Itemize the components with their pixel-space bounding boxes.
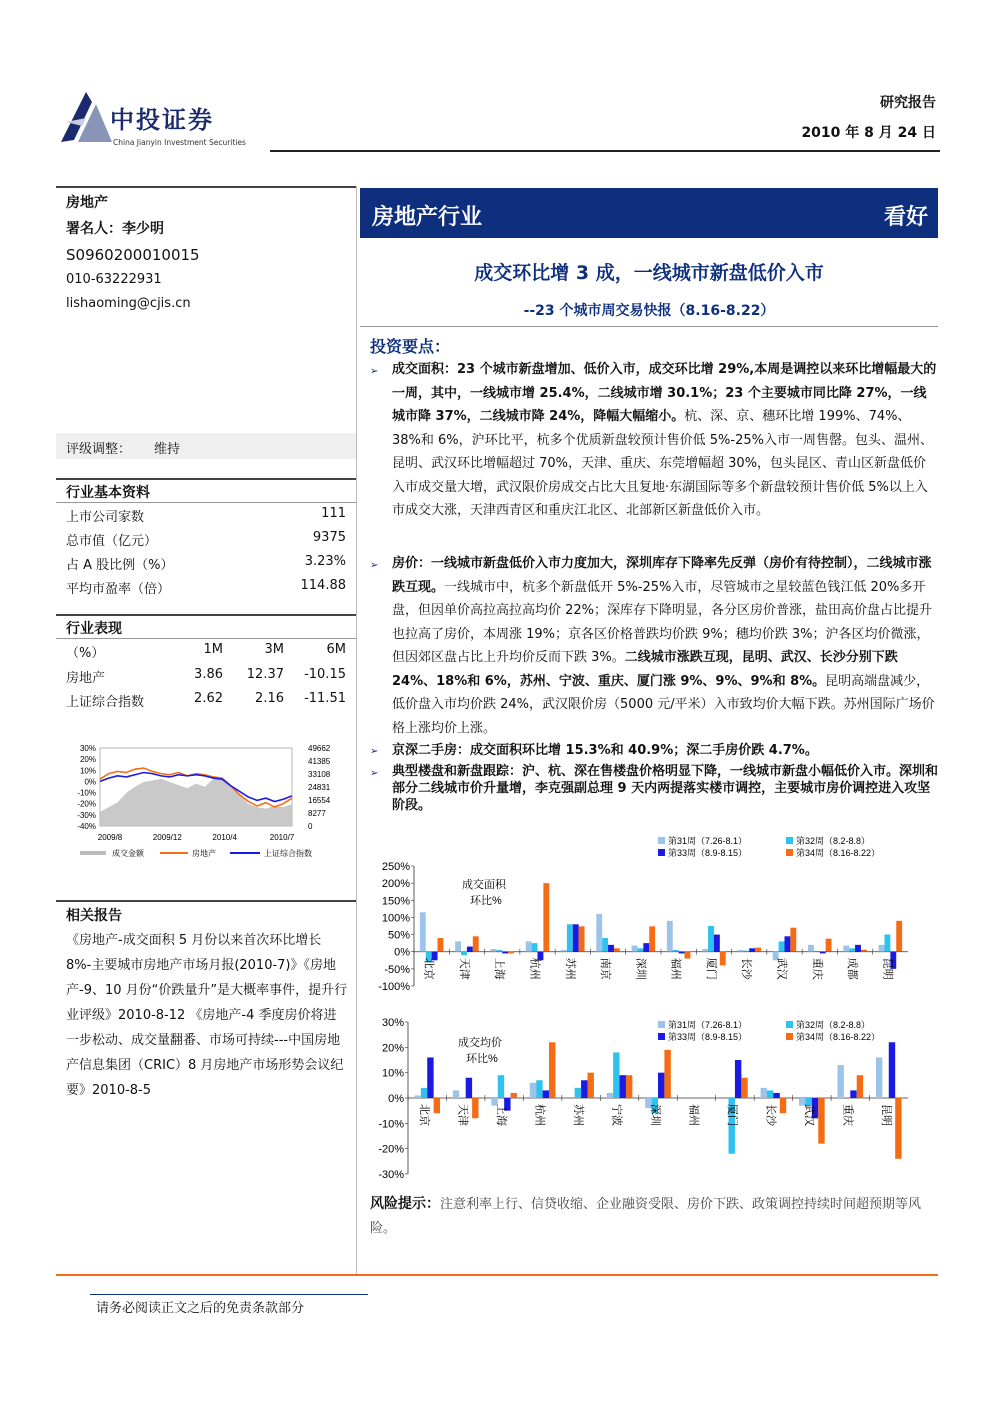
legend-swatch xyxy=(658,837,665,844)
chart-title: 环比% xyxy=(470,895,502,907)
perf-header-unit: （%） xyxy=(66,646,105,661)
bar xyxy=(808,945,814,952)
bar xyxy=(780,1098,786,1113)
bar xyxy=(581,1080,587,1098)
category-label: 长沙 xyxy=(764,1104,777,1126)
perf-header-3m: 3M xyxy=(264,642,284,657)
bar xyxy=(837,1065,843,1098)
category-label: 长沙 xyxy=(740,957,753,980)
legend-swatch xyxy=(80,851,106,855)
bar xyxy=(850,1090,856,1098)
bar xyxy=(561,950,567,952)
paragraph-price-text2: 昆明高端盘减少，低价盘入市均价跌 24%，武汉限价房（5000 元/平米）入市致均价大幅下跌。苏州国际广场价格上涨均价上涨。 xyxy=(392,673,935,736)
y2-tick-label: 16554 xyxy=(308,796,331,805)
perf-name: 上证综合指数 xyxy=(66,695,145,710)
bar xyxy=(508,952,514,954)
report-type: 研究报告 xyxy=(880,95,936,111)
x-tick-label: 2009/12 xyxy=(152,833,182,842)
category-label: 宁波 xyxy=(610,1104,623,1126)
bar xyxy=(818,1098,824,1144)
category-label: 福州 xyxy=(669,957,682,980)
bar xyxy=(427,1057,433,1098)
perf-6m: -11.51 xyxy=(304,691,346,706)
bar xyxy=(438,938,444,952)
legend-swatch xyxy=(786,837,793,844)
bar xyxy=(884,935,890,952)
title-rule xyxy=(360,326,938,327)
perf-3m: 2.16 xyxy=(255,691,284,706)
bar xyxy=(849,948,855,951)
y-tick-label: 0% xyxy=(388,1093,404,1105)
paragraph-price-bold: 房价：一线城市新盘低价入市力度加大，深圳库存下降率先反弹（房价有待控制），二线城市涨跌互现。 xyxy=(392,556,932,595)
bar xyxy=(876,1057,882,1098)
basics-label: 平均市盈率（倍） xyxy=(66,582,171,597)
disclaimer-rule xyxy=(90,1294,368,1295)
paragraph-volume-text: 杭、深、京、穗环比增 199%、74%、38%和 6%，沪环比平，杭多个优质新盘较预计售价低 5%-25%入市一周售罄。包头、温州、昆明、武汉环比增幅超过 70%，天津、重庆、东莞增幅超 30%，包头昆区、青山区新盘低价入市成交量大增，武汉限价房成交占比大且复地·东湖国际等多个新盘较预计售价低 5%以上入市成交大涨，天津西青区和重庆江北区、北部新区新盘低价入市。 xyxy=(392,409,933,518)
y-tick-label: 20% xyxy=(79,755,96,765)
legend-label: 第34周（8.16-8.22） xyxy=(796,848,881,858)
bar xyxy=(637,948,643,951)
cert-number: S0960200010015 xyxy=(66,246,200,264)
bar xyxy=(673,950,679,952)
bar xyxy=(632,946,638,952)
bar xyxy=(613,1052,619,1098)
bar xyxy=(620,1075,626,1098)
bullet-icon: ➢ xyxy=(370,768,379,779)
y2-tick-label: 33108 xyxy=(308,770,331,779)
bar xyxy=(434,1098,440,1113)
y-tick-label: 0% xyxy=(394,946,410,959)
y-tick-label: -100% xyxy=(378,981,410,993)
logo-subtext: China Jianyin Investment Securities xyxy=(113,138,246,147)
rating-box xyxy=(56,433,356,459)
perf-1m: 2.62 xyxy=(194,691,223,706)
category-label: 南京 xyxy=(599,957,612,980)
basics-value: 114.88 xyxy=(300,578,346,593)
x-tick-label: 2009/8 xyxy=(97,833,123,842)
basics-value: 3.23% xyxy=(304,554,346,569)
y2-tick-label: 41385 xyxy=(308,757,331,766)
chart-title: 环比% xyxy=(466,1053,498,1065)
legend-label: 第32周（8.2-8.8） xyxy=(796,1020,871,1030)
legend-label: 上证综合指数 xyxy=(264,849,312,858)
bar xyxy=(543,883,549,952)
paragraph-volume xyxy=(392,358,938,523)
basics-row xyxy=(66,530,346,549)
category-label: 杭州 xyxy=(528,957,541,980)
price-change-bar-chart xyxy=(366,1012,938,1184)
paragraph-price-text: 一线城市中，杭多个新盘低开 5%-25%入市，尽管城市之星较蓝色钱江低 20%多开盘，但因单价高拉高拉高均价 22%；深库存下降明显，各分区房价普涨，盐田高价盘占比提升也拉高了房价，本周涨 19%；京各区价格普跌均价跌 9%；穗均价跌 3%；沪各区均价微涨，但因郊区盘占比上升均价反而下跌 3%。 xyxy=(392,579,933,665)
paragraph-volume-bold: 成交面积：23 个城市新盘增加、低价入市，成交环比增 29%,本周是调控以来环比增幅最大的一周，其中，一线城市增 25.4%，二线城市增 30.1%；23 个主要城市同比降 27%，一线城市降 37%，二线城市降 24%，降幅大幅缩小。 xyxy=(392,362,937,424)
legend-swatch xyxy=(658,849,665,856)
y-tick-label: 150% xyxy=(381,895,410,908)
chart-title: 成交均价 xyxy=(458,1037,502,1049)
bar xyxy=(702,949,708,952)
bullet-icon: ➢ xyxy=(370,560,379,571)
category-label: 天津 xyxy=(456,1104,469,1126)
y-tick-label: 50% xyxy=(387,929,410,942)
bar xyxy=(626,1075,632,1098)
y2-tick-label: 8277 xyxy=(308,809,326,818)
perf-1m: 3.86 xyxy=(194,667,223,682)
bar xyxy=(421,1088,427,1098)
bar xyxy=(549,1042,555,1098)
industry-name: 房地产行业 xyxy=(372,204,483,230)
bar xyxy=(490,949,496,952)
bar xyxy=(532,943,538,952)
bar xyxy=(502,952,508,954)
perf-header-1m: 1M xyxy=(203,642,223,657)
y-tick-label: 30% xyxy=(79,744,96,753)
y-tick-label: 250% xyxy=(381,861,410,873)
header-rule xyxy=(270,150,940,152)
phone: 010-63222931 xyxy=(66,272,162,287)
bar xyxy=(679,952,685,954)
bar xyxy=(720,952,726,966)
legend-label: 第32周（8.2-8.8） xyxy=(796,836,871,846)
perf-3m: 12.37 xyxy=(246,667,284,682)
category-label: 福州 xyxy=(687,1104,700,1126)
paragraph-price-bold2: 二线城市涨跌互现，昆明、武汉、长沙分别下跌 24%、18%和 6%，苏州、宁波、重庆、厦门涨 9%、9%、9%和 8%。 xyxy=(392,650,898,689)
risk-note xyxy=(370,1192,936,1241)
legend-label: 第33周（8.9-8.15） xyxy=(668,1032,748,1042)
category-label: 重庆 xyxy=(810,957,823,980)
report-title: 成交环比增 3 成，一线城市新盘低价入市 xyxy=(474,262,824,284)
category-label: 北京 xyxy=(422,957,435,980)
y-tick-label: -20% xyxy=(77,799,96,809)
bar xyxy=(779,941,785,951)
bar xyxy=(741,1078,747,1098)
perf-header-6m: 6M xyxy=(326,642,346,657)
bar xyxy=(814,951,820,952)
bar xyxy=(567,924,573,951)
category-label: 武汉 xyxy=(802,1104,815,1126)
bar xyxy=(587,1073,593,1098)
legend-label: 房地产 xyxy=(192,849,216,858)
bar xyxy=(455,941,461,951)
perf-6m: -10.15 xyxy=(304,667,346,682)
bar xyxy=(855,945,861,952)
industry-rating: 看好 xyxy=(883,204,928,230)
bar xyxy=(743,951,749,952)
y-tick-label: 30% xyxy=(381,1017,404,1029)
x-tick-label: 2010/4 xyxy=(212,833,237,842)
legend-label: 第33周（8.9-8.15） xyxy=(668,848,748,858)
y2-tick-label: 24831 xyxy=(308,783,331,792)
legend-label: 第31周（7.26-8.1） xyxy=(668,836,748,846)
bar xyxy=(773,1093,779,1098)
bar xyxy=(466,1078,472,1098)
legend-swatch xyxy=(786,1033,793,1040)
basics-value: 9375 xyxy=(312,530,346,545)
category-label: 成都 xyxy=(846,957,859,980)
risk-text: 注意利率上行、信贷收缩、企业融资受限、房价下跌、政策调控持续时间超预期等风险。 xyxy=(370,1197,922,1236)
bar xyxy=(737,950,743,952)
bar xyxy=(579,926,585,951)
industry-banner xyxy=(360,188,938,238)
bar xyxy=(467,947,473,952)
bar xyxy=(472,1098,478,1118)
bar xyxy=(749,948,755,951)
bar xyxy=(896,921,902,952)
category-label: 昆明 xyxy=(881,957,894,980)
basics-subrule xyxy=(56,502,356,503)
y-tick-label: 10% xyxy=(381,1067,404,1080)
rating-label: 评级调整： xyxy=(66,442,132,457)
bar xyxy=(511,1093,517,1098)
related-title: 相关报告 xyxy=(66,908,122,924)
basics-title: 行业基本资料 xyxy=(66,485,150,501)
bar xyxy=(649,926,655,951)
paragraph-secondhand xyxy=(392,739,938,763)
company-logo xyxy=(56,82,266,152)
bullet-icon: ➢ xyxy=(370,746,379,757)
column-divider xyxy=(356,186,357,1274)
bar xyxy=(453,1090,459,1098)
bar xyxy=(861,950,867,952)
basics-label: 总市值（亿元） xyxy=(66,534,158,549)
category-label: 北京 xyxy=(418,1104,431,1126)
y-tick-label: -50% xyxy=(384,963,410,976)
section-title: 投资要点： xyxy=(370,337,451,356)
y-tick-label: 20% xyxy=(381,1042,404,1055)
rating-value: 维持 xyxy=(154,442,181,457)
category-label: 苏州 xyxy=(563,957,576,980)
bar xyxy=(708,926,714,952)
basics-label: 上市公司家数 xyxy=(66,510,145,525)
bar xyxy=(614,948,620,951)
risk-label: 风险提示： xyxy=(370,1196,440,1212)
bar xyxy=(889,1042,895,1098)
basics-row xyxy=(66,554,346,573)
basics-row xyxy=(66,578,346,597)
bar xyxy=(820,952,826,954)
related-reports[interactable]: 《房地产-成交面积 5 月份以来首次环比增长 8%-主要城市房地产市场月报(2010-7)》《房地产-9、10 月份“价跌量升”是大概率事件，提升行业评级》2010-8-12 《房地产-4 季度房价将进一步松动、成交量翻番、市场可持续---中国房地产信息集团（CRIC）8 月房地产市场形势会议纪要》2010-8-5 xyxy=(66,933,348,1098)
y-tick-label: 100% xyxy=(381,912,410,925)
related-rule xyxy=(56,900,356,902)
y-tick-label: -10% xyxy=(77,788,96,798)
paragraph-secondhand-bold: 京深二手房：成交面积环比增 15.3%和 40.9%；深二手房价跌 4.7%。 xyxy=(392,743,818,758)
bar xyxy=(420,912,426,951)
y-tick-label: -10% xyxy=(378,1118,404,1131)
y2-tick-label: 49662 xyxy=(308,744,331,753)
bar xyxy=(596,914,602,952)
category-label: 深圳 xyxy=(649,1104,661,1126)
report-subtitle: --23 个城市周交易快报（8.16-8.22） xyxy=(523,303,775,319)
y-tick-label: -30% xyxy=(378,1169,404,1181)
bullet-icon: ➢ xyxy=(370,366,379,377)
bar xyxy=(498,1075,504,1098)
bar xyxy=(785,936,791,951)
legend-swatch xyxy=(786,849,793,856)
bar xyxy=(461,952,467,955)
footer-rule xyxy=(56,1274,938,1276)
y2-tick-label: 0 xyxy=(308,822,313,831)
paragraph-tracking-bold: 典型楼盘和新盘跟踪：沪、杭、深在售楼盘价格明显下降，一线城市新盘小幅低价入市。深圳和部分二线城市价升量增，李克强副总理 9 天内两提落实楼市调控，主要城市房价调控进入攻坚阶段。 xyxy=(392,764,939,813)
category-label: 深圳 xyxy=(634,957,647,980)
paragraph-tracking xyxy=(392,763,938,814)
category-label: 昆明 xyxy=(879,1104,892,1126)
perf-row xyxy=(66,667,346,687)
category-label: 重庆 xyxy=(841,1104,854,1126)
y-tick-label: -30% xyxy=(77,810,96,820)
category-label: 杭州 xyxy=(533,1104,546,1126)
left-top-rule xyxy=(56,186,356,188)
author-label: 署名人：李少明 xyxy=(66,221,164,237)
perf-subrule xyxy=(56,638,356,639)
bar xyxy=(414,1095,420,1098)
sector-label: 房地产 xyxy=(66,195,108,211)
category-label: 天津 xyxy=(457,957,470,980)
x-tick-label: 2010/7 xyxy=(269,833,295,842)
report-date: 2010 年 8 月 24 日 xyxy=(801,125,936,141)
bar xyxy=(473,936,479,951)
category-label: 苏州 xyxy=(572,1104,585,1126)
series-area-volume xyxy=(100,777,292,826)
bar xyxy=(602,938,608,952)
legend-swatch xyxy=(786,1021,793,1028)
bar xyxy=(755,948,761,952)
bar xyxy=(543,1090,549,1098)
volume-change-bar-chart xyxy=(366,830,938,1000)
y-tick-label: 0% xyxy=(84,777,96,787)
disclaimer-link[interactable]: 请务必阅读正文之后的免责条款部分 xyxy=(96,1301,305,1316)
basics-label: 占 A 股比例（%） xyxy=(66,558,174,573)
category-label: 厦门 xyxy=(725,1104,738,1126)
bar xyxy=(826,939,832,952)
basics-row xyxy=(66,506,346,525)
legend-swatch xyxy=(658,1033,665,1040)
logo-mark-icon xyxy=(56,82,116,152)
category-label: 武汉 xyxy=(775,957,788,980)
performance-line-chart xyxy=(60,738,350,868)
legend-label: 成交金额 xyxy=(112,849,144,858)
y-tick-label: -40% xyxy=(77,822,96,831)
perf-header-row xyxy=(66,642,346,662)
perf-row xyxy=(66,691,346,711)
perf-name: 房地产 xyxy=(66,671,106,686)
bar xyxy=(790,928,796,952)
category-label: 厦门 xyxy=(704,957,717,980)
bar xyxy=(575,1088,581,1098)
bar xyxy=(667,921,673,952)
email-link[interactable]: lishaoming@cjis.cn xyxy=(66,296,191,311)
category-label: 上海 xyxy=(495,1104,508,1126)
bar xyxy=(664,1050,670,1098)
y-tick-label: -20% xyxy=(378,1143,404,1156)
bar xyxy=(857,1075,863,1098)
category-label: 上海 xyxy=(493,957,506,980)
bar xyxy=(658,1073,664,1098)
y-tick-label: 10% xyxy=(79,766,96,776)
perf-title: 行业表现 xyxy=(66,621,122,637)
y-tick-label: 200% xyxy=(381,878,410,891)
paragraph-price xyxy=(392,552,938,740)
bar xyxy=(573,924,579,951)
bar xyxy=(714,935,720,952)
bar xyxy=(767,1090,773,1098)
bar xyxy=(843,946,849,952)
perf-rule xyxy=(56,614,356,616)
bar xyxy=(685,952,691,959)
logo-text: 中投证券 xyxy=(110,105,214,134)
legend-label: 第31周（7.26-8.1） xyxy=(668,1020,748,1030)
bar xyxy=(530,1083,536,1098)
bar xyxy=(895,1098,901,1159)
chart-title: 成交面积 xyxy=(462,879,506,891)
bar xyxy=(536,1080,542,1098)
bar xyxy=(496,950,502,952)
basics-rule xyxy=(56,478,356,480)
bar xyxy=(735,1060,741,1098)
bar xyxy=(643,943,649,952)
bar xyxy=(761,1088,767,1098)
bar xyxy=(526,941,532,951)
bar xyxy=(608,945,614,952)
bar xyxy=(879,945,885,952)
legend-label: 第34周（8.16-8.22） xyxy=(796,1032,881,1042)
bar xyxy=(607,1093,613,1098)
basics-value: 111 xyxy=(321,506,346,521)
legend-swatch xyxy=(658,1021,665,1028)
